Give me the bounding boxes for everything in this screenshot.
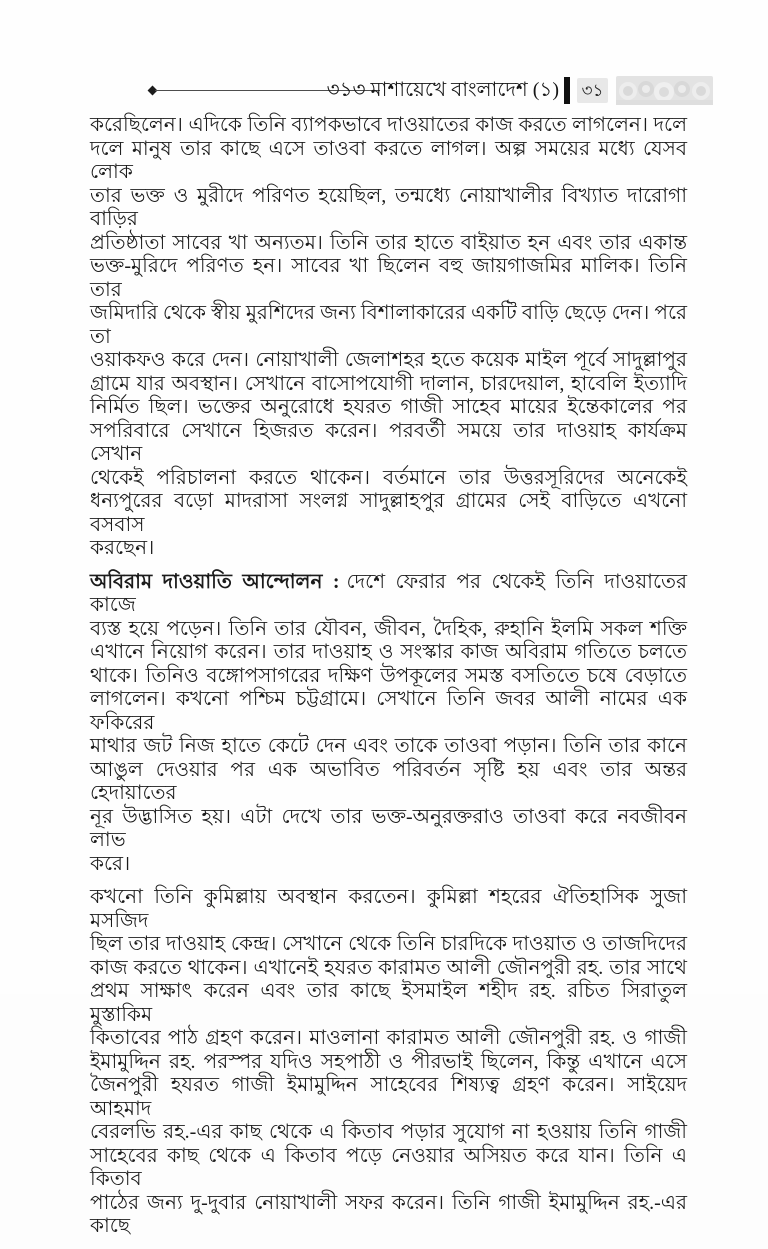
header-divider-bar <box>564 77 570 104</box>
text-line-rest: দেশে ফেরার পর থেকেই তিনি দাওয়াতের কাজে <box>90 570 687 616</box>
paragraph <box>90 571 687 877</box>
text-line: লাগলেন। কখনো পশ্চিম চট্টগ্রামে। সেখানে তিনি জবর আলী নামের এক ফকিরের <box>90 688 687 734</box>
page-number-badge: ৩১ <box>577 78 608 103</box>
text-line: বেরলভি রহ.-এর কাছ থেকে এ কিতাব পড়ার সুযোগ না হওয়ায় তিনি গাজী <box>90 1121 687 1143</box>
text-line: গ্রামে যার অবস্থান। সেখানে বাসোপযোগী দালান, চারদেয়াল, হাবেলি ইত্যাদি <box>90 372 687 395</box>
text-line: নূর উদ্ভাসিত হয়। এটা দেখে তার ভক্ত-অনুরক্তরাও তাওবা করে নবজীবন লাভ <box>90 805 687 851</box>
text-line: প্রতিষ্ঠাতা সাবের খা অন্যতম। তিনি তার হাতে বাইয়াত হন এবং তার একান্ত <box>90 231 687 254</box>
page-header <box>0 74 768 106</box>
text-line: করে। <box>90 852 131 875</box>
paragraph <box>90 886 687 1239</box>
paragraph <box>90 114 687 561</box>
text-line: ইমামুদ্দিন রহ. পরস্পর যদিও সহপাঠী ও পীরভাই ছিলেন, কিন্তু এখানে এসে <box>90 1050 687 1073</box>
text-line: এখানে নিয়োগ করেন। তার দাওয়াহ ও সংস্কার কাজ অবিরাম গতিতে চলতে <box>90 641 687 663</box>
text-line: পাঠের জন্য দু-দুবার নোয়াখালী সফর করেন। তিনি গাজী ইমামুদ্দিন রহ.-এর কাছে <box>90 1191 687 1237</box>
text-line: ব্যস্ত হয়ে পড়েন। তিনি তার যৌবন, জীবন, দৈহিক, রুহানি ইলমি সকল শক্তি <box>90 617 687 640</box>
text-line: ওয়াকফও করে দেন। নোয়াখালী জেলাশহর হতে কয়েক মাইল পূর্বে সাদুল্লাপুর <box>90 349 687 371</box>
text-line: দলে মানুষ তার কাছে এসে তাওবা করতে লাগল। অল্প সময়ের মধ্যে যেসব লোক <box>90 137 687 183</box>
text-line: থাকে। তিনিও বঙ্গোপসাগরের দক্ষিণ উপকূলের সমস্ত বসতিতে চষে বেড়াতে <box>90 664 687 687</box>
text-line: ছিল তার দাওয়াহ কেন্দ্র। সেখানে থেকে তিনি চারদিকে দাওয়াত ও তাজদিদের <box>90 933 687 955</box>
text-line: কিতাবের পাঠ গ্রহণ করেন। মাওলানা কারামত আলী জৌনপুরী রহ. ও গাজী <box>90 1027 687 1049</box>
text-line: সপরিবারে সেখানে হিজরত করেন। পরবর্তী সময়ে তার দাওয়াহ কার্যক্রম সেখান <box>90 419 687 465</box>
floral-band-ornament-icon <box>616 76 713 110</box>
section-heading: অবিরাম দাওয়াতি আন্দোলন : <box>90 570 340 593</box>
text-line: করছেন। <box>90 537 155 559</box>
text-line: জমিদারি থেকে স্বীয় মুরশিদের জন্য বিশালাকারের একটি বাড়ি ছেড়ে দেন। পরে তা <box>90 302 687 348</box>
text-line: কাজ করতে থাকেন। এখানেই হযরত কারামত আলী জৌনপুরী রহ. তার সাথে <box>90 956 687 979</box>
text-line: তার ভক্ত ও মুরীদে পরিণত হয়েছিল, তন্মধ্যে নোয়াখালীর বিখ্যাত দারোগা বাড়ির <box>90 184 687 230</box>
text-line: মাথার জট নিজ হাতে কেটে দেন এবং তাকে তাওবা পড়ান। তিনি তার কানে <box>90 735 687 757</box>
text-line <box>90 571 687 618</box>
text-line: করেছিলেন। এদিকে তিনি ব্যাপকভাবে দাওয়াতের কাজ করতে লাগলেন। দলে <box>90 114 687 136</box>
running-head-title: ৩১৩ মাশায়েখে বাংলাদেশ (১) <box>326 79 559 101</box>
text-line: ধন্যপুরের বড়ো মাদরাসা সংলগ্ন সাদুল্লাহপুর গ্রামের সেই বাড়িতে এখনো বসবাস <box>90 490 687 536</box>
text-line: থেকেই পরিচালনা করতে থাকেন। বর্তমানে তার উত্তরসূরিদের অনেকেই <box>90 466 687 489</box>
text-line: কখনো তিনি কুমিল্লায় অবস্থান করতেন। কুমিল্লা শহরের ঐতিহাসিক সুজা মসজিদ <box>90 886 687 932</box>
text-line: সাহেবের কাছ থেকে এ কিতাব পড়ে নেওয়ার অসিয়ত করে যান। তিনি এ কিতাব <box>90 1144 687 1190</box>
text-line: ভক্ত-মুরিদে পরিণত হন। সাবের খা ছিলেন বহু জায়গাজমির মালিক। তিনি তার <box>90 255 687 301</box>
text-line: প্রথম সাক্ষাৎ করেন এবং তার কাছে ইসমাইল শহীদ রহ. রচিত সিরাতুল মুস্তাকিম <box>90 980 687 1026</box>
text-line: জৈনপুরী হযরত গাজী ইমামুদ্দিন সাহেবের শিষ্যত্ব গ্রহণ করেন। সাইয়েদ আহমাদ <box>90 1074 687 1120</box>
text-line: নির্মিত ছিল। ভক্তের অনুরোধে হযরত গাজী সাহেব মায়ের ইন্তেকালের পর <box>90 396 687 418</box>
text-line: আঙুল দেওয়ার পর এক অভাবিত পরিবর্তন সৃষ্টি হয় এবং তার অন্তর হেদায়াতের <box>90 758 687 804</box>
page-body-text <box>90 114 687 1249</box>
